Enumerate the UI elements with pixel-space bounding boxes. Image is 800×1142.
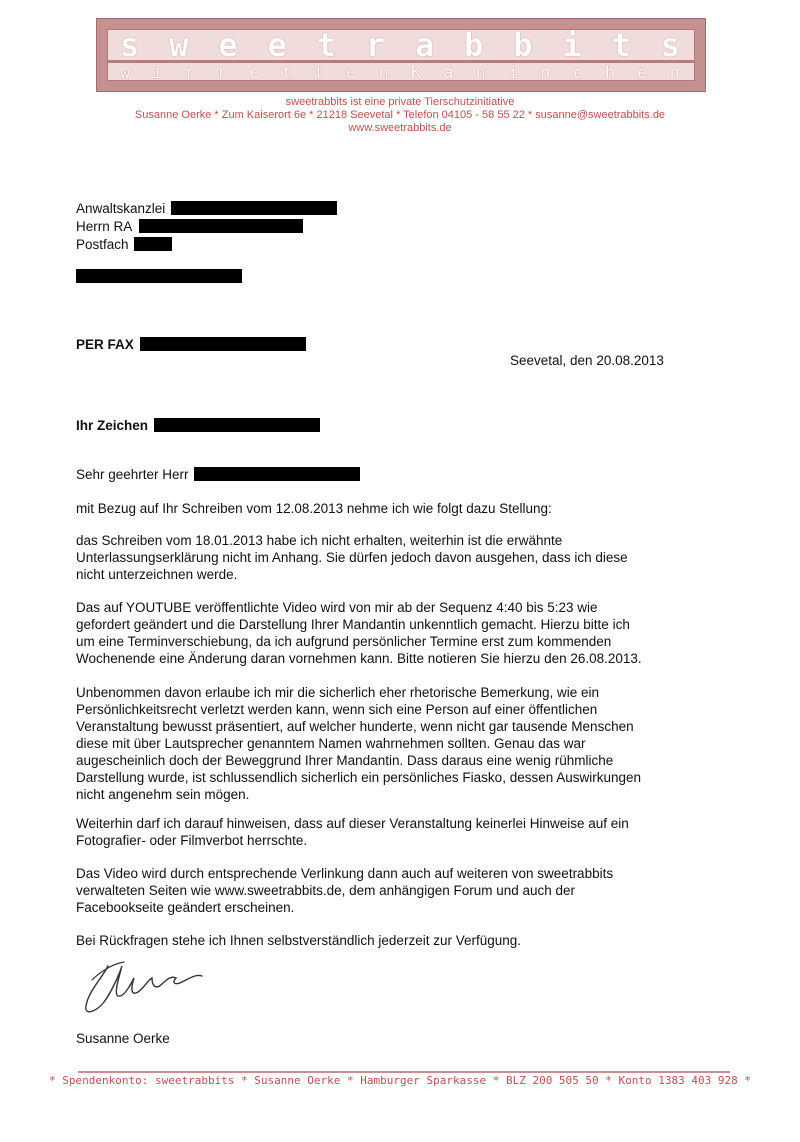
paragraph-line: Fotografier- oder Filmverbot herrschte.: [76, 833, 308, 848]
tagline-letter: i: [152, 63, 163, 83]
paragraph-line: um eine Terminverschiebung, da ich aufgrund persönlicher Termine erst zum kommenden: [76, 634, 612, 649]
paragraph-line: diese mit über Lautsprecher genanntem Namen wahrnehmen sollten. Genau das war: [76, 736, 586, 751]
tagline-letter: e: [346, 63, 357, 83]
logo-letter: s: [120, 26, 140, 64]
info-initiative: sweetrabbits ist eine private Tierschutzinitiative: [285, 96, 515, 108]
logo-letter: t: [611, 26, 631, 64]
logo-letter: b: [513, 26, 533, 64]
logo-letter: r: [365, 26, 386, 64]
tagline-letter: K: [410, 63, 422, 83]
paragraph-no-filming-ban: [76, 815, 736, 849]
redaction-bar: [76, 269, 242, 283]
recipient-city-line: [76, 268, 242, 285]
reference-label: Ihr Zeichen: [76, 418, 149, 433]
letterhead-logo: [96, 18, 706, 92]
paragraph-closing: [76, 932, 736, 949]
tagline-letter: e: [249, 63, 260, 83]
salutation-line: [76, 466, 360, 483]
logo-letter: b: [464, 26, 484, 64]
reference-line: [76, 417, 320, 434]
paragraph-line: Unterlassungserklärung nicht im Anhang. Sie dürfen jedoch davon ausgehen, dass ich diese: [76, 550, 628, 565]
fax-label: PER FAX: [76, 337, 134, 352]
redaction-bar: [139, 219, 303, 233]
logo-letter: e: [267, 26, 287, 64]
tagline-letter: a: [443, 63, 454, 83]
paragraph-line: Facebookseite geändert erscheinen.: [76, 900, 295, 915]
info-address: Susanne Oerke * Zum Kaiserort 6e * 21218 Seevetal * Telefon 04105 - 58 55 22 * susanne@sweetrabbits.de: [134, 109, 666, 121]
tagline-letter: n: [475, 63, 486, 83]
paragraph-line: Das auf YOUTUBE veröffentlichte Video wird von mir ab der Sequenz 4:40 bis 5:23 wie: [76, 600, 598, 615]
paragraph-line: verwalteten Seiten wie www.sweetrabbits.de, dem anhängigen Forum und auch der: [76, 883, 576, 898]
paragraph-line: gefordert geändert und die Darstellung Ihrer Mandantin unkenntlich gemacht. Hierzu bitte ich: [76, 617, 630, 632]
paragraph-line: Weiterhin darf ich darauf hinweisen, dass auf dieser Veranstaltung keinerlei Hinweise auf ein: [76, 816, 629, 831]
footer-divider: [78, 1071, 730, 1073]
logo-letter: s: [660, 26, 680, 64]
logo-inner-panel: [107, 26, 695, 83]
recipient-firm-label: Anwaltskanzlei: [76, 201, 166, 216]
tagline-letter: n: [378, 63, 389, 83]
paragraph-line: Unbenommen davon erlaube ich mir die sicherlich eher rhetorische Bemerkung, wie ein: [76, 685, 600, 700]
signature-name: Susanne Oerke: [76, 1031, 170, 1046]
recipient-lawyer-label: Herrn RA: [76, 219, 132, 234]
redaction-bar: [171, 201, 337, 215]
redaction-bar: [134, 237, 172, 251]
paragraph-line: Bei Rückfragen stehe ich Ihnen selbstverständlich jederzeit zur Verfügung.: [76, 933, 522, 948]
tagline-letter: n: [540, 63, 551, 83]
letterhead-info: [0, 96, 800, 135]
tagline-letter: r: [184, 63, 195, 83]
logo-tagline: [108, 63, 694, 83]
logo-wordmark: [108, 26, 694, 64]
paragraph-line: nicht unterzeichnen werde.: [76, 567, 238, 582]
tagline-letter: n: [669, 63, 680, 83]
recipient-line-3: [76, 236, 172, 253]
tagline-letter: i: [507, 63, 519, 83]
paragraph-other-sites: [76, 865, 736, 916]
paragraph-personality-right: [76, 684, 736, 803]
paragraph-line: Darstellung wurde, ist schlussendlich sicherlich ein persönliches Fiasko, dessen Auswirkungen: [76, 770, 642, 785]
paragraph-line: Persönlichkeitsrecht verletzt werden kann, wenn sich eine Person auf einer öffentlichen: [76, 702, 598, 717]
logo-letter: i: [562, 26, 582, 64]
paragraph-line: mit Bezug auf Ihr Schreiben vom 12.08.2013 nehme ich wie folgt dazu Stellung:: [76, 501, 552, 516]
tagline-letter: e: [637, 63, 648, 83]
place-date: Seevetal, den 20.08.2013: [510, 353, 664, 368]
paragraph-line: Das Video wird durch entsprechende Verlinkung dann auch auf weiteren von sweetrabbits: [76, 866, 614, 881]
footer-bank-details: * Spendenkonto: sweetrabbits * Susanne Oerke * Hamburger Sparkasse * BLZ 200 505 50 * Konto 1383 403 928 *: [49, 1074, 751, 1087]
info-website: www.sweetrabbits.de: [348, 122, 452, 134]
paragraph-line: Wochenende eine Änderung daran vornehmen kann. Bitte notieren Sie hierzu den 26.08.2013.: [76, 651, 642, 666]
redaction-bar: [140, 337, 306, 351]
paragraph-line: nicht angenehm sein mögen.: [76, 787, 250, 802]
redaction-bar: [194, 467, 360, 481]
tagline-letter: w: [120, 63, 131, 83]
logo-letter: t: [316, 26, 336, 64]
paragraph-letter-not-received: [76, 532, 736, 583]
logo-letter: a: [414, 26, 435, 64]
logo-letter: w: [169, 26, 189, 64]
paragraph-line: Veranstaltung bewusst präsentiert, auf welcher hunderte, wenn nicht gar tausende Menschen: [76, 719, 634, 734]
paragraph-line: das Schreiben vom 18.01.2013 habe ich nicht erhalten, weiterhin ist die erwähnte: [76, 533, 563, 548]
paragraph-reference: [76, 500, 736, 517]
recipient-line-2: [76, 218, 303, 235]
paragraph-video-change: [76, 599, 736, 667]
tagline-letter: t: [281, 63, 292, 83]
redaction-bar: [154, 418, 320, 432]
salutation-text: Sehr geehrter Herr: [76, 467, 189, 482]
handwritten-signature: [78, 952, 218, 1022]
paragraph-line: augescheinlich doch der Beweggrund Ihrer Mandantin. Dass daraus eine wenig rühmliche: [76, 753, 614, 768]
logo-letter: e: [218, 26, 238, 64]
tagline-letter: t: [313, 63, 325, 83]
tagline-letter: c: [572, 63, 583, 83]
recipient-postbox-label: Postfach: [76, 237, 129, 252]
recipient-line-1: [76, 200, 337, 217]
tagline-letter: h: [604, 63, 616, 83]
tagline-letter: r: [216, 63, 228, 83]
fax-line: [76, 336, 306, 353]
